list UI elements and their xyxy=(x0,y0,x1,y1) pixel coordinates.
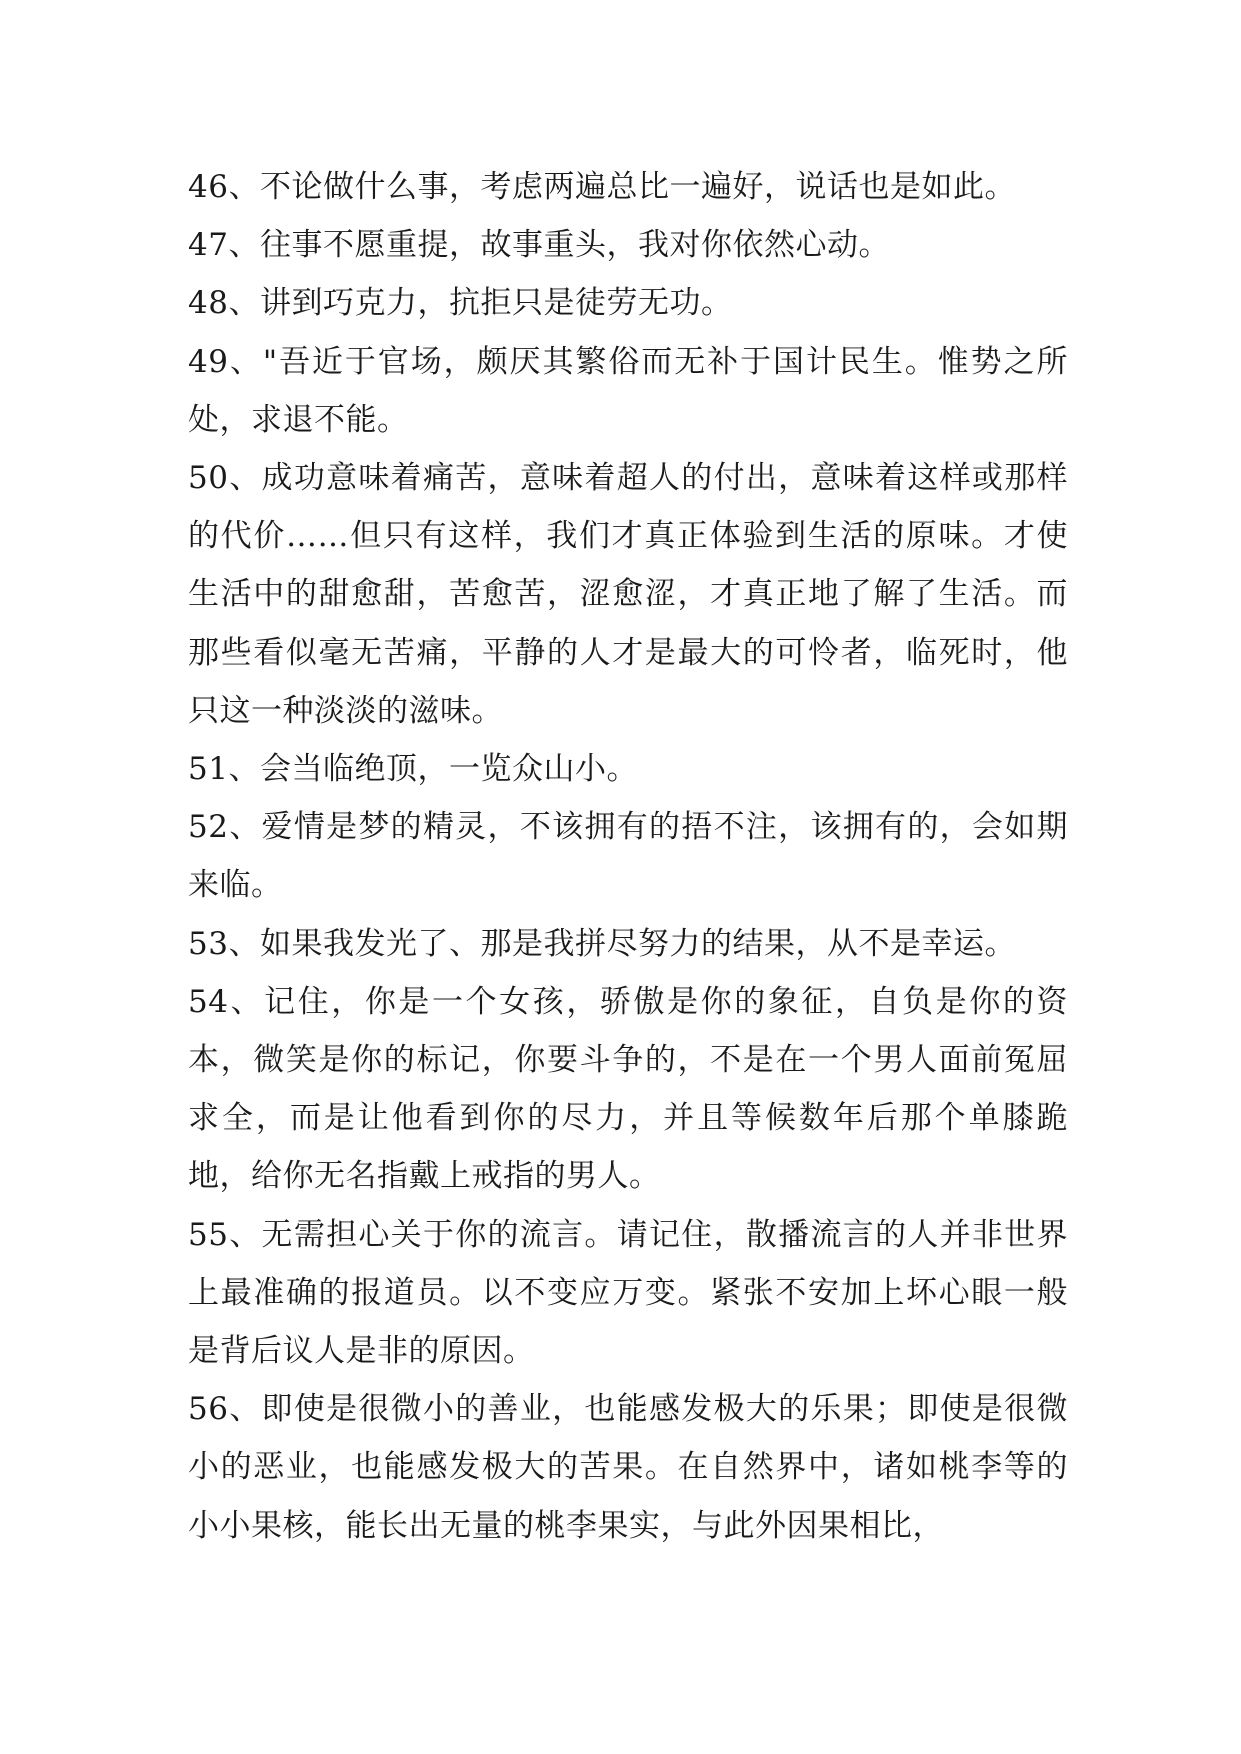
quote-entry-52: 52、爱情是梦的精灵，不该拥有的捂不注，该拥有的，会如期来临。 xyxy=(188,809,1068,904)
quote-list xyxy=(188,158,1068,1555)
quote-entry-47: 47、往事不愿重提，故事重头，我对你依然心动。 xyxy=(188,227,890,264)
quote-entry-48: 48、讲到巧克力，抗拒只是徒劳无功。 xyxy=(188,285,733,322)
quote-entry-46: 46、不论做什么事，考虑两遍总比一遍好，说话也是如此。 xyxy=(188,169,1016,205)
quote-entry-51: 51、会当临绝顶，一览众山小。 xyxy=(188,751,638,788)
quote-entry-50: 50、成功意味着痛苦，意味着超人的付出，意味着这样或那样的代价……但只有这样，我们才真正体验到生活的原味。才使生活中的甜愈甜，苦愈苦，涩愈涩，才真正地了解了生活。而那些看似毫无苦痛，平静的人才是最大的可怜者，临死时，他只这一种淡淡的滋味。 xyxy=(188,460,1068,729)
quote-entry-56: 56、即使是很微小的善业，也能感发极大的乐果；即使是很微小的恶业，也能感发极大的苦果。在自然界中，诸如桃李等的小小果核，能长出无量的桃李果实，与此外因果相比， xyxy=(188,1391,1068,1544)
quote-entry-53: 53、如果我发光了、那是我拼尽努力的结果，从不是幸运。 xyxy=(188,925,1016,962)
quote-entry-54: 54、记住，你是一个女孩，骄傲是你的象征，自负是你的资本，微笑是你的标记，你要斗争的，不是在一个男人面前冤屈求全，而是让他看到你的尽力，并且等候数年后那个单膝跪地，给你无名指戴上戒指的男人。 xyxy=(188,983,1068,1195)
quote-entry-55: 55、无需担心关于你的流言。请记住，散播流言的人并非世界上最准确的报道员。以不变应万变。紧张不安加上坏心眼一般是背后议人是非的原因。 xyxy=(188,1216,1068,1370)
quote-entry-49: 49、"吾近于官场，颇厌其繁俗而无补于国计民生。惟势之所处，求退不能。 xyxy=(188,343,1068,438)
